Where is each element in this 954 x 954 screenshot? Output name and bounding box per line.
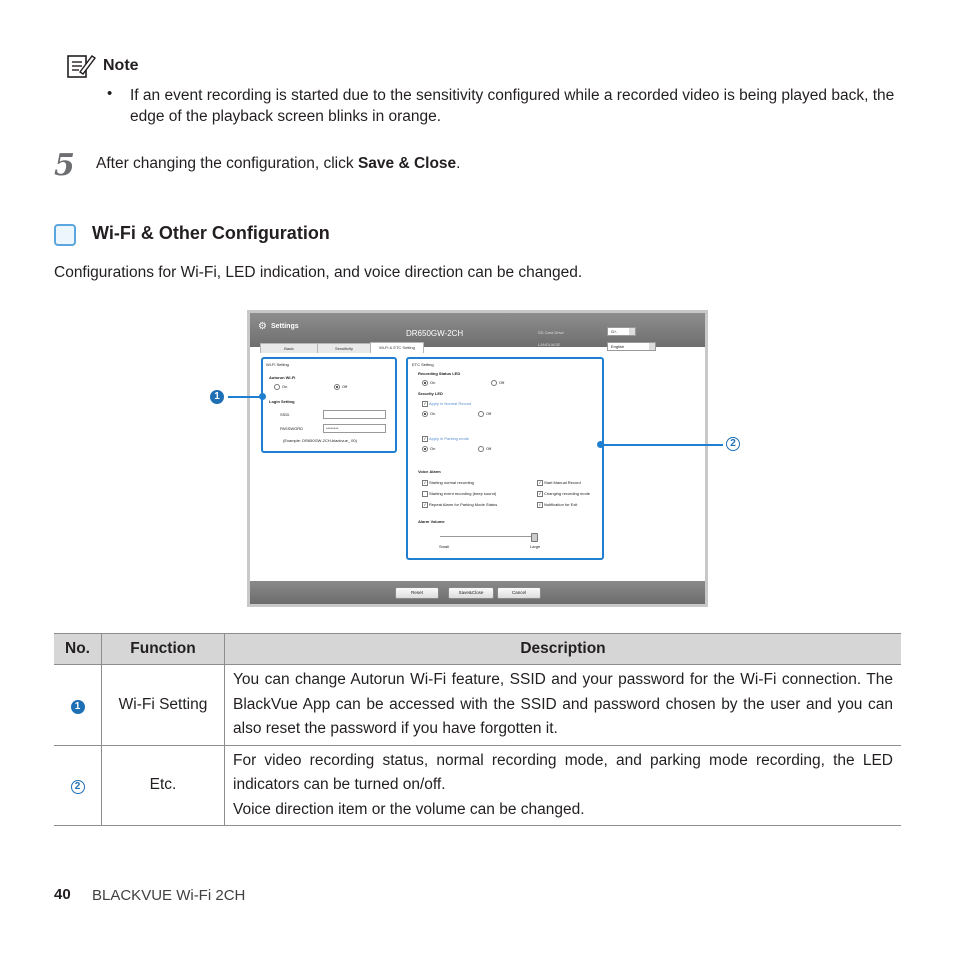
row-1-number-badge: 1 bbox=[71, 700, 85, 714]
voice-check-3[interactable]: ✓ bbox=[423, 502, 427, 507]
volume-small-label: Small bbox=[439, 544, 450, 549]
password-input[interactable]: ******** bbox=[323, 424, 386, 433]
settings-table bbox=[54, 633, 901, 826]
autorun-off-label: Off bbox=[342, 384, 348, 389]
sec-led-parking-on-radio[interactable] bbox=[422, 446, 428, 452]
section-icon bbox=[54, 224, 76, 246]
table-row bbox=[54, 665, 901, 746]
step-text bbox=[96, 155, 460, 173]
autorun-off-radio[interactable] bbox=[334, 384, 340, 390]
row-2-description-line-1: For video recording status, normal recording mode, and parking mode recording, the LED indicators can be turned on/off. bbox=[233, 751, 893, 793]
note-text: If an event recording is started due to the sensitivity configured while a recorded video is being played back, the edge of the playback screen blinks in orange. bbox=[130, 87, 895, 125]
apply-normal-checkbox[interactable]: ✓ bbox=[423, 401, 427, 406]
table-row bbox=[54, 745, 901, 826]
step-text-before: After changing the configuration, click bbox=[96, 155, 358, 172]
row-1-no bbox=[54, 665, 102, 746]
header-description: Description bbox=[225, 634, 902, 665]
callout-2-leader bbox=[603, 444, 723, 446]
gear-icon: ⚙ bbox=[258, 321, 267, 332]
rec-led-off-label: Off bbox=[499, 380, 505, 385]
row-2-no bbox=[54, 745, 102, 826]
etc-setting-highlight bbox=[406, 357, 604, 560]
voice-item-5: Changing recording mode bbox=[544, 491, 591, 496]
tab-basic[interactable]: Basic bbox=[260, 343, 318, 355]
note-bullet: • bbox=[107, 85, 113, 102]
callout-2: 2 bbox=[726, 437, 740, 451]
autorun-on-label: On bbox=[282, 384, 288, 389]
sec-led-normal-on-radio[interactable] bbox=[422, 411, 428, 417]
recording-status-led-text: Recording Status LED bbox=[418, 371, 461, 376]
voice-item-3: Repeat Alarm for Parking Mode Status bbox=[429, 502, 498, 507]
recording-status-led-label bbox=[418, 371, 460, 376]
sd-card-select[interactable]: G:\ bbox=[607, 327, 636, 336]
footer-title: BLACKVUE Wi-Fi 2CH bbox=[92, 887, 246, 904]
rec-led-on-radio[interactable] bbox=[422, 380, 428, 386]
page-number: 40 bbox=[54, 886, 71, 903]
header-function: Function bbox=[102, 634, 225, 665]
tab-sensitivity[interactable]: Sensitivity bbox=[317, 343, 371, 355]
apply-normal-label: Apply in Normal Record bbox=[429, 401, 472, 406]
voice-item-2: Starting event recording (beep sound) bbox=[429, 491, 497, 496]
voice-item-6: Notification for Exit bbox=[544, 502, 578, 507]
ssid-label: SSID bbox=[280, 412, 290, 417]
voice-check-4[interactable]: ✓ bbox=[538, 480, 542, 485]
cancel-button[interactable]: Cancel bbox=[497, 587, 541, 599]
voice-check-5[interactable]: ✓ bbox=[538, 491, 542, 496]
wifi-setting-title: Wi-Fi Setting bbox=[266, 362, 289, 367]
rec-led-off-radio[interactable] bbox=[491, 380, 497, 386]
step-text-after: . bbox=[456, 155, 461, 172]
voice-check-1[interactable]: ✓ bbox=[423, 480, 427, 485]
table-header-row bbox=[54, 634, 901, 665]
volume-slider-handle[interactable] bbox=[531, 533, 538, 542]
apply-parking-checkbox[interactable]: ✓ bbox=[423, 436, 427, 441]
reset-button[interactable]: Reset bbox=[395, 587, 439, 599]
login-setting-text: Login Setting bbox=[269, 399, 295, 404]
settings-screenshot bbox=[247, 310, 708, 607]
model-name: DR650GW-2CH bbox=[406, 329, 464, 338]
autorun-wifi-label bbox=[269, 375, 295, 380]
row-2-number-badge: 2 bbox=[71, 780, 85, 794]
settings-title: Settings bbox=[271, 323, 299, 330]
sec-led-normal-off-label: Off bbox=[486, 411, 492, 416]
ssid-input[interactable] bbox=[323, 410, 386, 419]
etc-setting-title: ETC Setting bbox=[412, 362, 434, 367]
sec-led-parking-off-label: Off bbox=[486, 446, 492, 451]
voice-item-4: Start Manual Record bbox=[544, 480, 581, 485]
apply-parking-label: Apply in Parking mode bbox=[429, 436, 470, 441]
save-close-button[interactable]: Save&Close bbox=[448, 587, 494, 599]
volume-slider-track[interactable] bbox=[440, 536, 534, 537]
callout-1: 1 bbox=[210, 390, 224, 404]
alarm-volume-label bbox=[418, 519, 445, 524]
section-intro: Configurations for Wi-Fi, LED indication, and voice direction can be changed. bbox=[54, 264, 583, 281]
callout-1-leader bbox=[228, 396, 262, 398]
sec-led-parking-off-radio[interactable] bbox=[478, 446, 484, 452]
header-no: No. bbox=[54, 634, 102, 665]
tab-wifi-etc[interactable]: Wi-Fi & ETC Setting bbox=[370, 342, 424, 355]
security-led-label bbox=[418, 391, 443, 396]
row-2-function: Etc. bbox=[102, 745, 225, 826]
settings-button-bar bbox=[250, 581, 705, 604]
section-heading: Wi-Fi & Other Configuration bbox=[92, 223, 330, 243]
autorun-on-radio[interactable] bbox=[274, 384, 280, 390]
voice-check-6[interactable]: ✓ bbox=[538, 502, 542, 507]
volume-large-label: Large bbox=[530, 544, 541, 549]
sec-led-normal-off-radio[interactable] bbox=[478, 411, 484, 417]
step-number: 5 bbox=[54, 148, 75, 183]
sec-led-parking-on-label: On bbox=[430, 446, 436, 451]
note-title: Note bbox=[103, 57, 139, 74]
voice-item-1: Starting normal recording bbox=[429, 480, 474, 485]
autorun-wifi-text: Autorun Wi-Fi bbox=[269, 375, 296, 380]
save-close-label: Save & Close bbox=[357, 155, 457, 172]
password-label: PASSWORD bbox=[280, 426, 304, 431]
note-icon bbox=[66, 52, 96, 80]
ssid-example: (Example: DR650GW-2CH-blackvue_ 00) bbox=[283, 438, 357, 443]
alarm-volume-text: Alarm Volume bbox=[418, 519, 445, 524]
callout-1-dot bbox=[259, 393, 266, 400]
voice-alarm-label bbox=[418, 469, 441, 474]
language-label: LANGUAGE bbox=[538, 342, 561, 347]
voice-alarm-text: Voice Alarm bbox=[418, 469, 441, 474]
language-select[interactable]: English bbox=[607, 342, 656, 351]
sd-card-label: SD Card Drive bbox=[538, 330, 564, 335]
sec-led-normal-on-label: On bbox=[430, 411, 436, 416]
row-1-function: Wi-Fi Setting bbox=[102, 665, 225, 746]
row-2-description-line-2: Voice direction item or the volume can be changed. bbox=[233, 800, 585, 818]
security-led-text: Security LED bbox=[418, 391, 443, 396]
voice-check-2[interactable] bbox=[422, 491, 428, 497]
row-1-description: You can change Autorun Wi-Fi feature, SSID and your password for the Wi-Fi connection. The BlackVue App can be accessed with the SSID and password chosen by the user and you can also reset the password if you have forgotten it. bbox=[225, 665, 902, 746]
rec-led-on-label: On bbox=[430, 380, 436, 385]
row-2-description bbox=[225, 745, 902, 826]
login-setting-label bbox=[269, 399, 295, 404]
